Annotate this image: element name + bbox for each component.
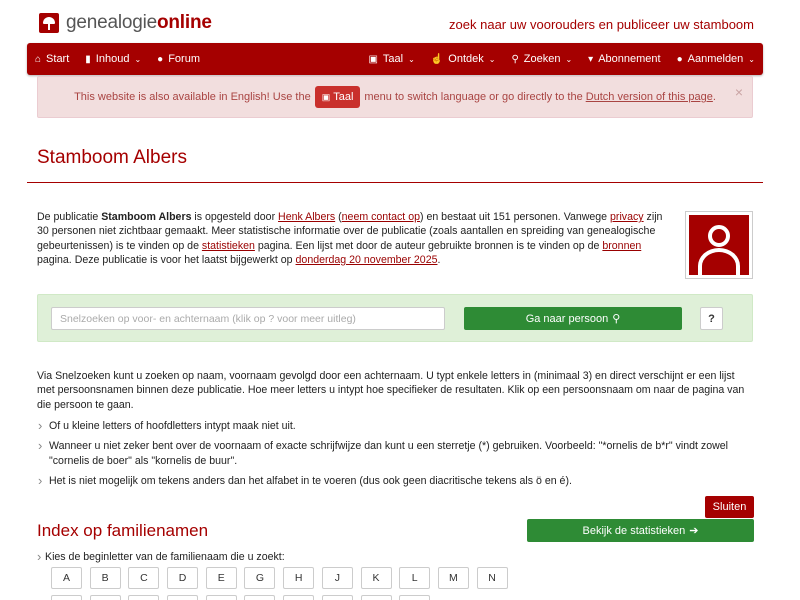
- avatar-body: [698, 248, 740, 275]
- tree-logo-icon: [39, 13, 59, 33]
- chevron-down-icon: ⌄: [488, 54, 496, 64]
- list-item: › Of u kleine letters of hoofdletters intypt maak niet uit.: [37, 419, 753, 433]
- surname-index-title: Index op familienamen: [37, 521, 209, 540]
- contact-link[interactable]: neem contact op: [341, 211, 420, 223]
- chevron-down-icon: ⌄: [748, 54, 755, 64]
- goto-person-button[interactable]: [464, 307, 682, 330]
- intro-text: pagina. Deze publicatie is voor het laatst bijgewerkt op: [37, 253, 296, 266]
- quick-search-panel: [37, 294, 753, 342]
- intro-text: .: [437, 253, 441, 266]
- language-alert: [37, 76, 753, 118]
- letter-button[interactable]: K: [361, 567, 392, 589]
- chevron-right-circle-icon: ➔: [689, 525, 699, 537]
- user-icon: ●: [676, 53, 683, 65]
- view-statistics-label: Bekijk de statistieken: [582, 524, 686, 537]
- dutch-version-link[interactable]: Dutch version of this page: [585, 91, 713, 103]
- alert-text-after: menu to switch language or go directly to the: [364, 91, 583, 103]
- letter-button[interactable]: [283, 595, 314, 600]
- book-icon: ▮: [85, 53, 91, 65]
- search-help-button[interactable]: ?: [700, 307, 723, 330]
- logo-text: genealogieonline: [66, 12, 212, 33]
- letter-button[interactable]: E: [206, 567, 237, 589]
- letter-button[interactable]: L: [399, 567, 430, 589]
- intro-text: (: [335, 211, 342, 223]
- alert-close-button[interactable]: ×: [734, 84, 743, 100]
- cart-icon: ▾: [588, 53, 594, 65]
- user-icon: [689, 215, 749, 275]
- page-title: Stamboom Albers: [37, 147, 187, 168]
- alert-text-before: This website is also available in English! Use the: [74, 91, 311, 103]
- choose-letter-instruction: › Kies de beginletter van de familienaam die u zoekt:: [37, 551, 285, 563]
- letter-button[interactable]: D: [167, 567, 198, 589]
- search-help-list: [37, 419, 753, 494]
- publication-intro: [37, 210, 667, 267]
- nav-forum-label: Forum: [168, 53, 200, 65]
- close-help-button[interactable]: Sluiten: [705, 496, 754, 518]
- letter-button[interactable]: [399, 595, 430, 600]
- author-avatar[interactable]: [685, 211, 753, 279]
- nav-start[interactable]: [27, 43, 77, 75]
- last-updated-link[interactable]: donderdag 20 november 2025: [295, 253, 438, 266]
- intro-text: is opgesteld door: [191, 211, 279, 223]
- letter-button[interactable]: [51, 595, 82, 600]
- letter-button[interactable]: [244, 595, 275, 600]
- tagline: zoek naar uw voorouders en publiceer uw stamboom: [449, 17, 754, 32]
- nav-inhoud-label: Inhoud: [95, 53, 130, 65]
- letter-button[interactable]: [322, 595, 353, 600]
- publication-name: Stamboom Albers: [101, 211, 192, 223]
- avatar-head: [708, 225, 730, 247]
- nav-zoeken-label: Zoeken: [523, 53, 561, 65]
- author-link[interactable]: Henk Albers: [278, 211, 336, 223]
- letter-index-row-2: [51, 595, 438, 600]
- site-logo[interactable]: [39, 12, 212, 34]
- letter-button[interactable]: J: [322, 567, 353, 589]
- nav-abonnement-label: Abonnement: [598, 53, 661, 65]
- chevron-down-icon: ⌄: [134, 54, 142, 64]
- nav-ontdek[interactable]: [423, 43, 504, 75]
- letter-button[interactable]: B: [90, 567, 121, 589]
- quick-search-input[interactable]: [51, 307, 445, 330]
- letter-button[interactable]: H: [283, 567, 314, 589]
- view-statistics-button[interactable]: [527, 519, 754, 542]
- search-icon: ⚲: [511, 53, 519, 65]
- comments-icon: ●: [157, 53, 164, 65]
- nav-inhoud[interactable]: [77, 43, 149, 75]
- search-help-description: Via Snelzoeken kunt u zoeken op naam, voornaam gevolgd door een achternaam. U typt enkele letters in (minimaal 3) en direct verschijnt er een lijst met persoonsnamen binnen deze publicatie. Hoe meer letters u intypt hoe specifieker de resultaten. Klik op een persoonsnaam om naar de pagina van die persoon te gaan.: [37, 370, 745, 411]
- nav-taal-label: Taal: [382, 53, 404, 65]
- letter-button[interactable]: A: [51, 567, 82, 589]
- chevron-down-icon: ⌄: [408, 54, 415, 64]
- alert-taal-label: Taal: [333, 91, 354, 103]
- letter-button[interactable]: G: [244, 567, 275, 589]
- alert-taal-button[interactable]: [315, 86, 361, 108]
- statistics-link[interactable]: statistieken: [201, 239, 255, 252]
- nav-taal[interactable]: [360, 43, 422, 75]
- alert-end: .: [712, 91, 716, 103]
- letter-button[interactable]: M: [438, 567, 469, 589]
- letter-button[interactable]: N: [477, 567, 508, 589]
- search-icon: ⚲: [612, 313, 621, 325]
- list-item: › Het is niet mogelijk om tekens anders dan het alfabet in te voeren (dus ook geen diacritische tekens als ö en é).: [37, 474, 753, 488]
- intro-text: zijn 30 personen niet zichtbaar gemaakt. Meer statistische informatie over de publicatie (zoals aantallen en spreiding van genealogische gebeurtenissen) is te vinden op de: [37, 211, 663, 252]
- main-navbar: [27, 43, 763, 75]
- letter-button[interactable]: [90, 595, 121, 600]
- home-icon: ⌂: [35, 53, 42, 65]
- thumbs-up-icon: ☝: [430, 53, 444, 65]
- letter-button[interactable]: [167, 595, 198, 600]
- intro-text: pagina. Een lijst met door de auteur gebruikte bronnen is te vinden op de: [254, 239, 603, 252]
- letter-button[interactable]: [361, 595, 392, 600]
- list-item: › Wanneer u niet zeker bent over de voornaam of exacte schrijfwijze dan kunt u een sterretje (*) gebruiken. Voorbeeld: "*ornelis de b*r" vindt zowel "cornelis de boer" als "kornelis de buur".: [37, 439, 753, 468]
- letter-index: [51, 567, 515, 589]
- intro-text: ) en bestaat uit 151 personen. Vanwege: [419, 211, 611, 223]
- nav-ontdek-label: Ontdek: [448, 53, 484, 65]
- goto-person-label: Ga naar persoon: [525, 312, 609, 325]
- nav-start-label: Start: [46, 53, 70, 65]
- privacy-link[interactable]: privacy: [610, 211, 644, 223]
- letter-button[interactable]: [128, 595, 159, 600]
- letter-button[interactable]: C: [128, 567, 159, 589]
- nav-zoeken[interactable]: [503, 43, 580, 75]
- nav-abonnement[interactable]: [580, 43, 668, 75]
- language-icon: ▣: [368, 53, 378, 65]
- top-header: [0, 0, 800, 42]
- nav-aanmelden-label: Aanmelden: [687, 53, 744, 65]
- sources-link[interactable]: bronnen: [602, 239, 642, 252]
- nav-forum[interactable]: [149, 43, 208, 75]
- letter-button[interactable]: [206, 595, 237, 600]
- nav-aanmelden[interactable]: [669, 43, 763, 75]
- title-divider: [27, 182, 763, 183]
- chevron-down-icon: ⌄: [565, 54, 573, 64]
- intro-text: De publicatie: [37, 211, 102, 223]
- language-icon: ▣: [321, 91, 331, 102]
